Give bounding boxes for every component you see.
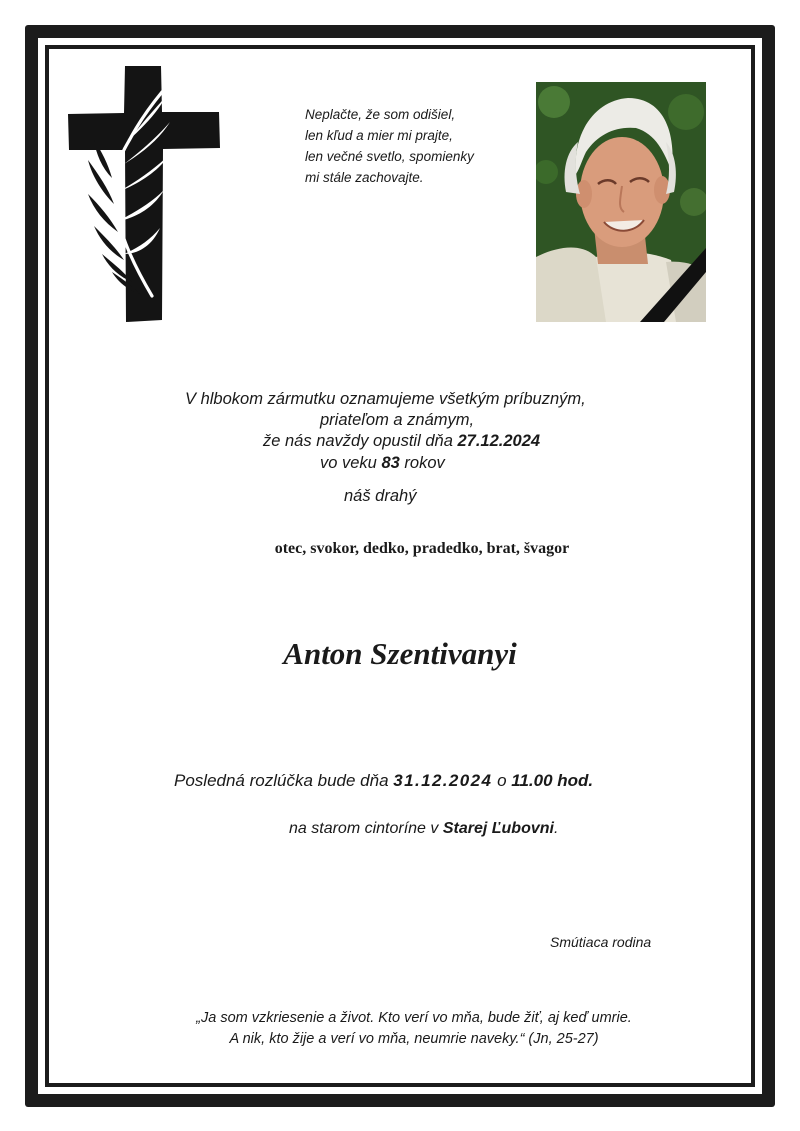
announcement-line-4 (320, 453, 445, 474)
poem-line: len kľud a mier mi prajte, (305, 128, 453, 143)
farewell-time: 11.00 hod. (511, 771, 594, 790)
age-value: 83 (381, 454, 400, 472)
farewell-middle: o (492, 771, 512, 790)
announcement-line-5: náš drahý (344, 487, 417, 505)
announcement-line-2: priateľom a známym, (320, 411, 475, 429)
announcement-line-3-text: že nás navždy opustil dňa (263, 432, 458, 450)
age-prefix: vo veku (320, 454, 382, 472)
farewell-place: Starej Ľubovni (442, 820, 554, 837)
place-prefix: na starom cintoríne v (289, 820, 443, 837)
relations: otec, svokor, dedko, pradedko, brat, švagor (274, 540, 570, 557)
cross-with-palm-branch-icon (66, 64, 222, 324)
poem (305, 104, 525, 188)
death-date: 27.12.2024 (457, 432, 541, 450)
announcement-line-1: V hlbokom zármutku oznamujeme všetkým príbuzným, (185, 390, 586, 408)
farewell-line (174, 771, 593, 791)
portrait-photo (536, 82, 706, 322)
place-suffix: . (553, 820, 559, 837)
poem-line: len večné svetlo, spomienky (305, 149, 474, 164)
farewell-place-line (289, 820, 558, 838)
signature: Smútiaca rodina (550, 934, 652, 950)
quote-line-2: A nik, kto žije a verí vo mňa, neumrie naveky.“ (Jn, 25-27) (229, 1031, 599, 1047)
farewell-prefix: Posledná rozlúčka bude dňa (174, 771, 394, 790)
poem-line: mi stále zachovajte. (305, 170, 424, 185)
quote-line-1: „Ja som vzkriesenie a život. Kto verí vo mňa, bude žiť, aj keď umrie. (196, 1010, 632, 1026)
poem-line: Neplačte, že som odišiel, (305, 107, 456, 122)
announcement-line-3 (263, 431, 540, 452)
age-suffix: rokov (399, 454, 445, 472)
farewell-date: 31.12.2024 (393, 771, 493, 790)
deceased-name: Anton Szentivanyi (283, 636, 517, 671)
